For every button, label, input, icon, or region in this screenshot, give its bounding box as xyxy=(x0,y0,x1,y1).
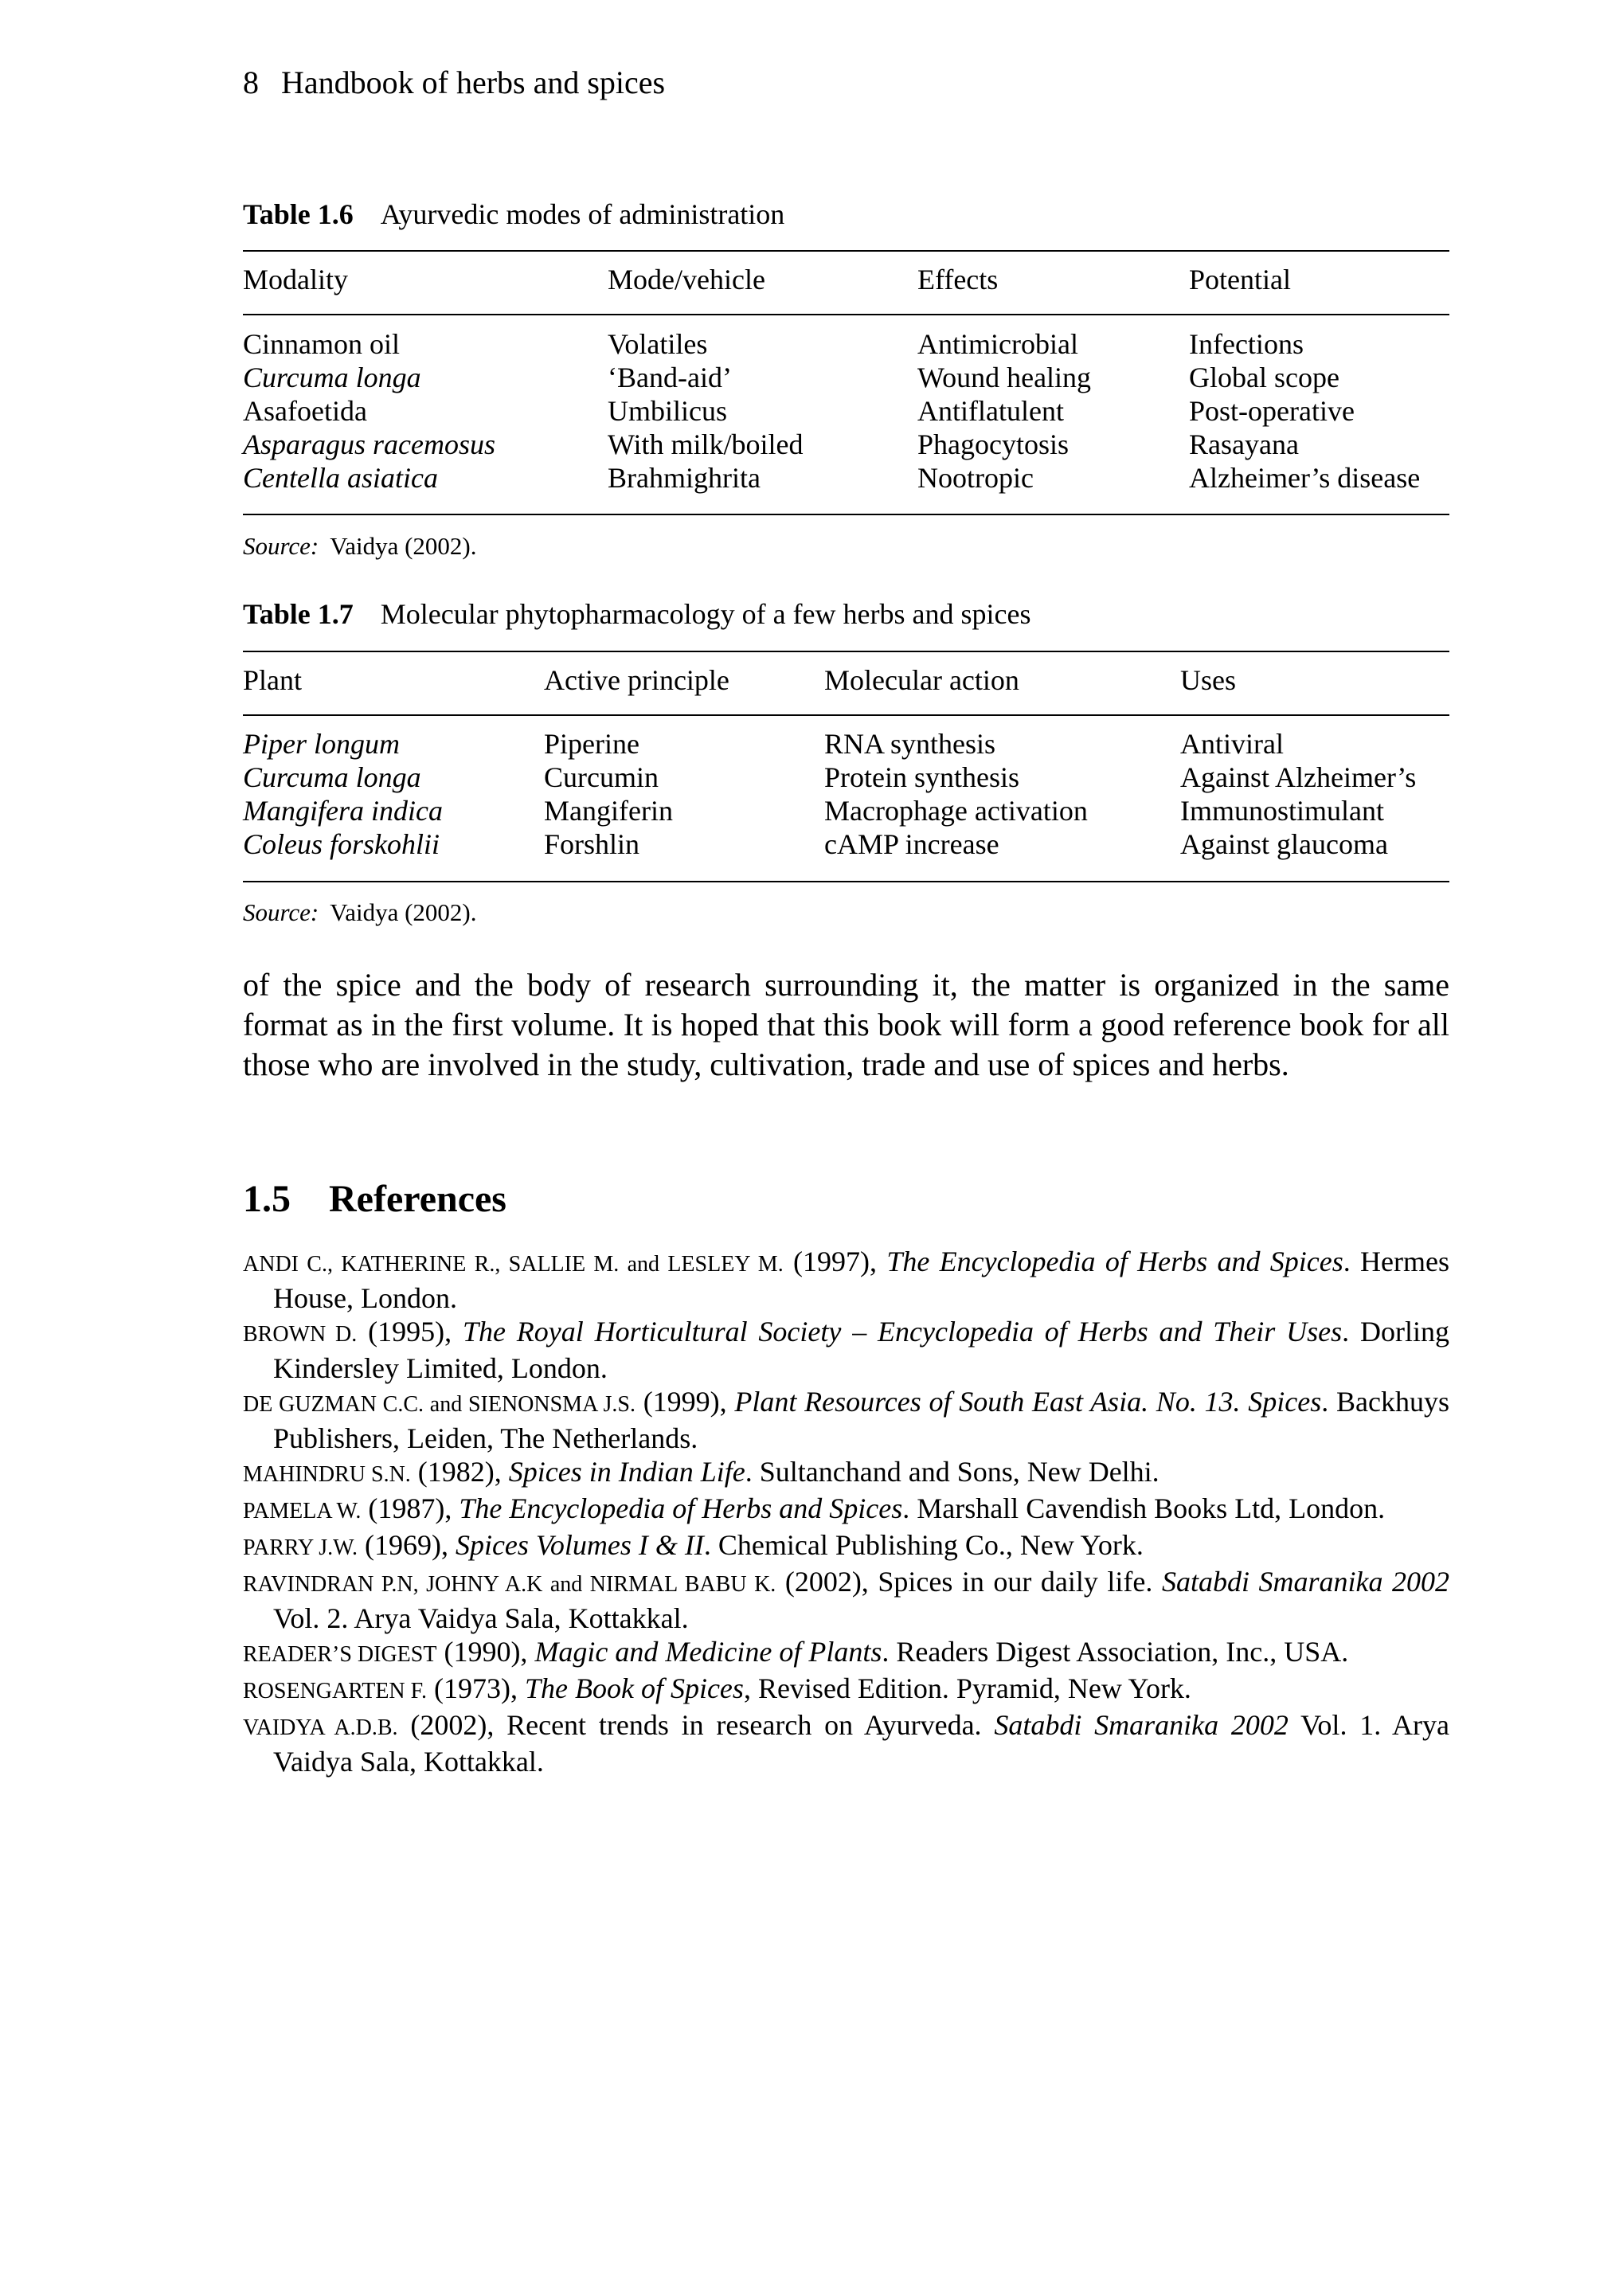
section-number: 1.5 xyxy=(243,1178,291,1220)
reference-title: Satabdi Smaranika 2002 xyxy=(1161,1566,1449,1598)
reference-year: (2002), Spices in our daily life. xyxy=(776,1566,1162,1598)
table-row xyxy=(243,327,1449,361)
reference-item xyxy=(243,1315,1449,1385)
table-row xyxy=(243,428,1449,461)
reference-year: (1969), xyxy=(357,1529,456,1561)
reference-title: The Book of Spices xyxy=(524,1672,744,1704)
source-label: Source: xyxy=(243,898,319,926)
table-source xyxy=(243,532,477,561)
table-cell: Curcuma longa xyxy=(243,761,421,793)
table-cell: ‘Band-aid’ xyxy=(608,362,732,393)
reference-list xyxy=(243,1245,1449,1778)
table-1-7-caption xyxy=(243,597,1030,631)
table-top-rule xyxy=(243,250,1449,252)
reference-year: (2002), Recent trends in research on Ayurveda. xyxy=(397,1709,995,1741)
table-row xyxy=(243,727,1449,761)
table-cell: Umbilicus xyxy=(608,395,727,427)
column-header: Uses xyxy=(1180,664,1236,696)
table-cell: Asparagus racemosus xyxy=(243,428,496,460)
reference-authors: ANDI C., KATHERINE R., SALLIE M. and LESLEY M. xyxy=(243,1252,784,1277)
reference-title: Satabdi Smaranika 2002 xyxy=(994,1709,1289,1741)
reference-year: (1987), xyxy=(361,1492,459,1524)
reference-item xyxy=(243,1635,1449,1672)
table-cell: Volatiles xyxy=(608,328,708,360)
table-source xyxy=(243,898,477,927)
table-cell: Immunostimulant xyxy=(1180,795,1384,827)
table-cell: Coleus forskohlii xyxy=(243,828,440,860)
table-cell: Forshlin xyxy=(544,828,640,860)
reference-year: (1990), xyxy=(436,1636,535,1668)
reference-year: (1973), xyxy=(427,1672,525,1704)
table-cell: Wound healing xyxy=(917,362,1092,393)
table-cell: Alzheimer’s disease xyxy=(1189,462,1421,494)
reference-publisher: . Chemical Publishing Co., New York. xyxy=(703,1529,1144,1561)
reference-publisher: . Sultanchand and Sons, New Delhi. xyxy=(745,1456,1160,1488)
column-header: Modality xyxy=(243,264,348,295)
table-cell: Post-operative xyxy=(1189,395,1355,427)
table-row xyxy=(243,361,1449,394)
table-cell: With milk/boiled xyxy=(608,428,804,460)
table-1-7-header-row xyxy=(243,663,1449,697)
reference-year: (1999), xyxy=(635,1386,735,1418)
table-cell: Antiflatulent xyxy=(917,395,1064,427)
column-header: Effects xyxy=(917,264,999,295)
reference-item xyxy=(243,1455,1449,1492)
reference-item xyxy=(243,1672,1449,1708)
table-cell: Mangifera indica xyxy=(243,795,443,827)
table-cell: Protein synthesis xyxy=(824,761,1020,793)
table-row xyxy=(243,394,1449,428)
body-paragraph: of the spice and the body of research surrounding it, the matter is organized in the same format as in the first volume. It is hoped that this book will form a good reference book for all those who are involved in the study, cultivation, trade and use of spices and herbs. xyxy=(243,967,1449,1082)
reference-publisher: . Dorling Kindersley Limited, London. xyxy=(273,1316,1449,1384)
reference-authors: VAIDYA A.D.B. xyxy=(243,1715,398,1740)
reference-authors: PARRY J.W. xyxy=(243,1535,358,1560)
table-cell: Centella asiatica xyxy=(243,462,438,494)
table-label: Table 1.7 xyxy=(243,598,354,630)
reference-publisher: . Hermes House, London. xyxy=(273,1246,1449,1314)
reference-title: Spices Volumes I & II xyxy=(455,1529,704,1561)
table-cell: Infections xyxy=(1189,328,1304,360)
reference-authors: MAHINDRU S.N. xyxy=(243,1462,411,1487)
reference-item xyxy=(243,1245,1449,1315)
table-cell: Nootropic xyxy=(917,462,1034,494)
table-title: Ayurvedic modes of administration xyxy=(380,198,785,230)
table-cell: Brahmighrita xyxy=(608,462,761,494)
table-header-rule xyxy=(243,314,1449,315)
table-row xyxy=(243,827,1449,861)
column-header: Potential xyxy=(1189,264,1291,295)
column-header: Plant xyxy=(243,664,303,696)
table-title: Molecular phytopharmacology of a few herbs and spices xyxy=(380,598,1031,630)
table-row xyxy=(243,761,1449,794)
reference-authors: PAMELA W. xyxy=(243,1499,362,1523)
column-header: Molecular action xyxy=(824,664,1019,696)
table-cell: Antiviral xyxy=(1180,728,1284,760)
reference-authors: ROSENGARTEN F. xyxy=(243,1679,427,1703)
reference-publisher: . Backhuys Publishers, Leiden, The Netherlands. xyxy=(273,1386,1449,1454)
reference-year: (1997), xyxy=(783,1246,887,1277)
table-cell: Piperine xyxy=(544,728,639,760)
reference-publisher: . Marshall Cavendish Books Ltd, London. xyxy=(902,1492,1386,1524)
reference-authors: RAVINDRAN P.N, JOHNY A.K and NIRMAL BABU K. xyxy=(243,1572,776,1597)
table-cell: Curcumin xyxy=(544,761,659,793)
reference-title: Spices in Indian Life xyxy=(508,1456,745,1488)
reference-publisher: Vol. 1. Arya Vaidya Sala, Kottakkal. xyxy=(273,1709,1450,1778)
table-cell: RNA synthesis xyxy=(824,728,996,760)
running-title: Handbook of herbs and spices xyxy=(281,65,666,100)
reference-title: The Encyclopedia of Herbs and Spices xyxy=(886,1246,1343,1277)
reference-publisher: . Readers Digest Association, Inc., USA. xyxy=(882,1636,1349,1668)
reference-title: The Royal Horticultural Society – Encyclopedia of Herbs and Their Uses xyxy=(462,1316,1343,1347)
table-cell: Global scope xyxy=(1189,362,1339,393)
running-header xyxy=(243,64,665,101)
reference-item xyxy=(243,1528,1449,1565)
table-cell: Antimicrobial xyxy=(917,328,1078,360)
table-cell: Macrophage activation xyxy=(824,795,1088,827)
reference-title: Magic and Medicine of Plants xyxy=(534,1636,882,1668)
reference-publisher: Vol. 2. Arya Vaidya Sala, Kottakkal. xyxy=(273,1602,689,1634)
table-top-rule xyxy=(243,651,1449,652)
table-bottom-rule xyxy=(243,514,1449,515)
reference-item xyxy=(243,1492,1449,1528)
table-cell: Against Alzheimer’s xyxy=(1180,761,1417,793)
table-cell: Against glaucoma xyxy=(1180,828,1388,860)
table-header-rule xyxy=(243,714,1449,716)
reference-year: (1982), xyxy=(410,1456,509,1488)
source-label: Source: xyxy=(243,532,319,560)
reference-authors: DE GUZMAN C.C. and SIENONSMA J.S. xyxy=(243,1392,635,1417)
page-number: 8 xyxy=(243,65,259,100)
table-1-6-header-row xyxy=(243,263,1449,296)
section-title: References xyxy=(329,1178,506,1220)
table-1-6-caption xyxy=(243,198,784,231)
table-cell: Phagocytosis xyxy=(917,428,1070,460)
column-header: Mode/vehicle xyxy=(608,264,765,295)
table-label: Table 1.6 xyxy=(243,198,354,230)
table-cell: cAMP increase xyxy=(824,828,999,860)
reference-year: (1995), xyxy=(357,1316,463,1347)
reference-authors: BROWN D. xyxy=(243,1322,358,1347)
source-text: Vaidya (2002). xyxy=(330,532,477,560)
reference-item xyxy=(243,1565,1449,1635)
reference-title: The Encyclopedia of Herbs and Spices xyxy=(459,1492,903,1524)
table-cell: Mangiferin xyxy=(544,795,673,827)
source-text: Vaidya (2002). xyxy=(330,898,477,926)
reference-publisher: , Revised Edition. Pyramid, New York. xyxy=(743,1672,1191,1704)
table-row xyxy=(243,794,1449,827)
table-cell: Cinnamon oil xyxy=(243,328,400,360)
table-cell: Asafoetida xyxy=(243,395,367,427)
reference-item xyxy=(243,1385,1449,1455)
reference-title: Plant Resources of South East Asia. No. 13. Spices xyxy=(734,1386,1322,1418)
table-cell: Curcuma longa xyxy=(243,362,421,393)
table-bottom-rule xyxy=(243,881,1449,882)
reference-item xyxy=(243,1708,1449,1778)
reference-authors: READER’S DIGEST xyxy=(243,1642,437,1667)
column-header: Active principle xyxy=(544,664,729,696)
table-cell: Rasayana xyxy=(1189,428,1299,460)
table-row xyxy=(243,461,1449,495)
table-cell: Piper longum xyxy=(243,728,400,760)
section-heading xyxy=(243,1177,506,1221)
